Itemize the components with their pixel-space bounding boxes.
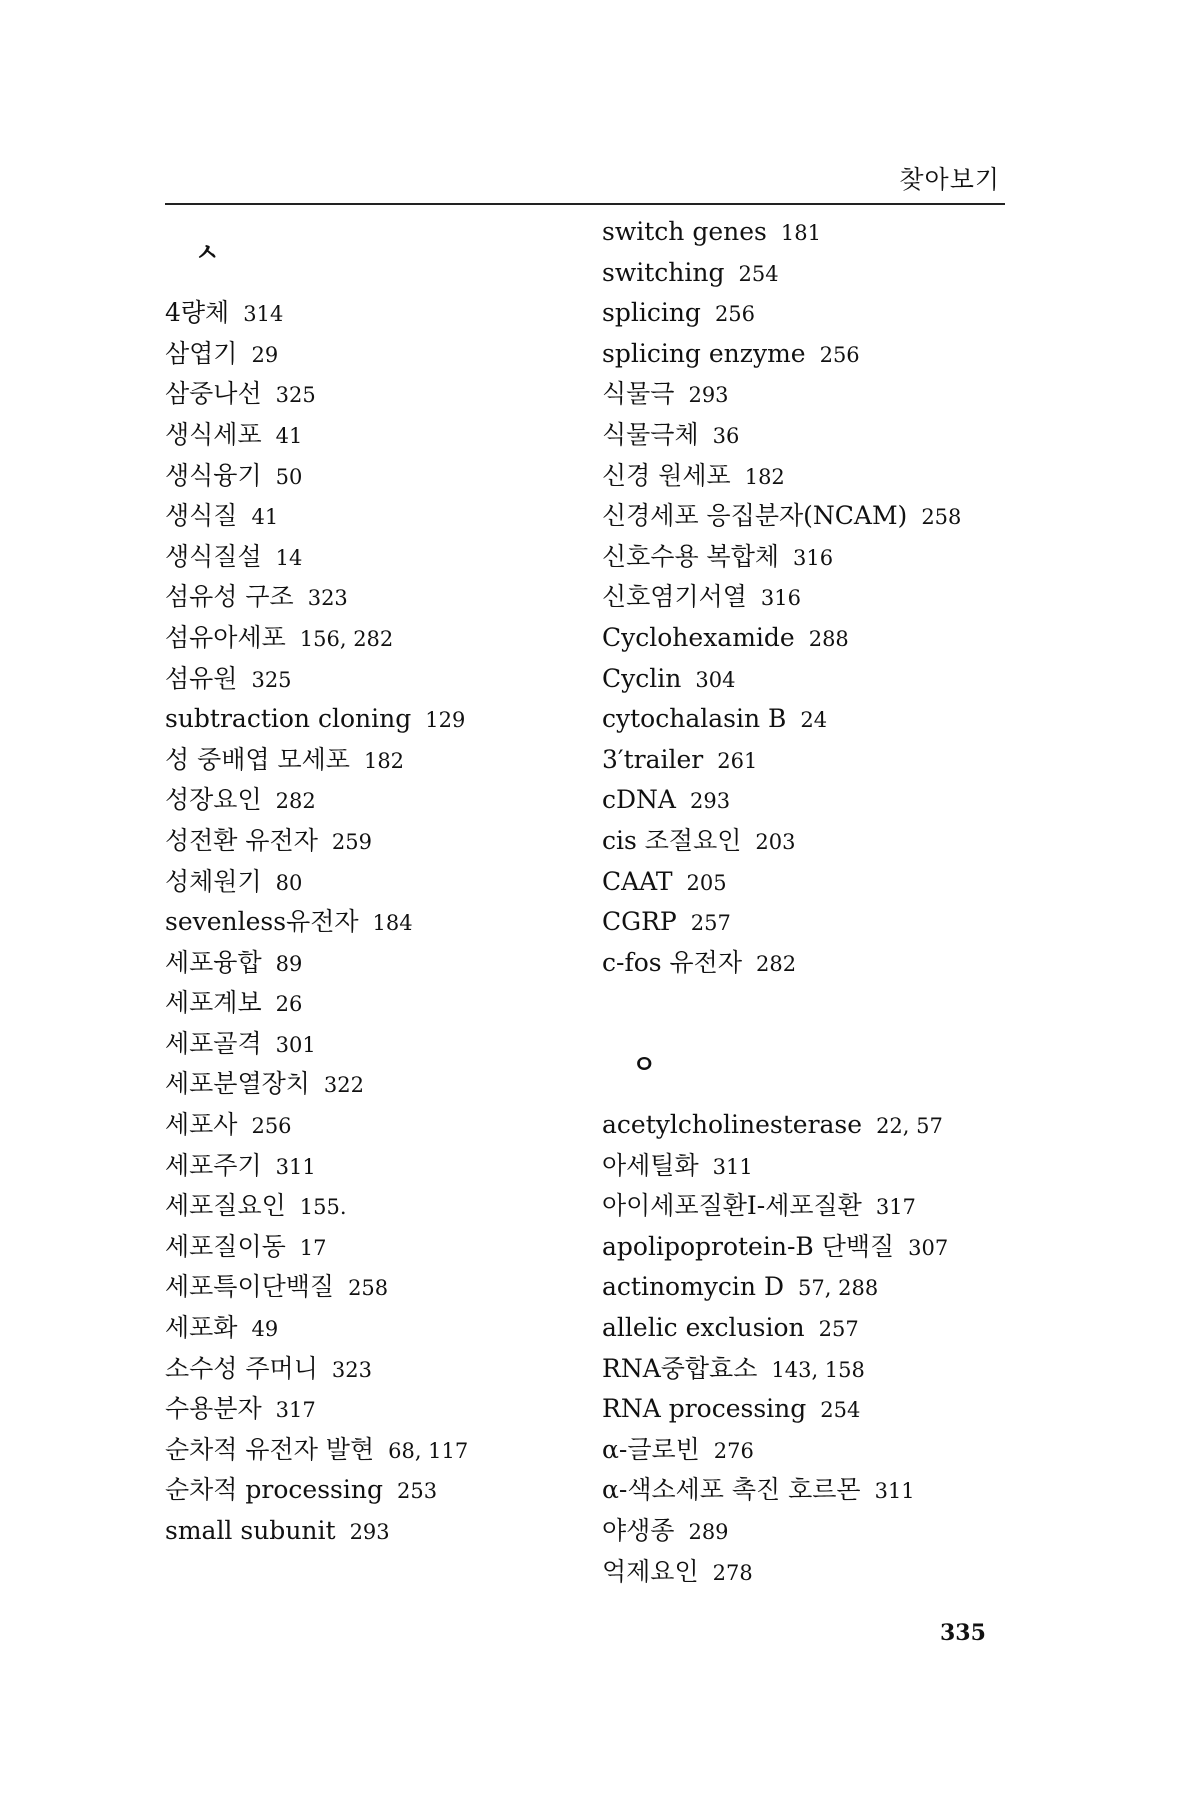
index-page-refs: 311 bbox=[275, 1154, 316, 1179]
index-page-refs: 288 bbox=[808, 626, 849, 651]
index-entry bbox=[602, 780, 1102, 821]
index-term: 수용분자 bbox=[165, 1394, 262, 1424]
index-page-refs: 317 bbox=[275, 1398, 316, 1423]
index-entry bbox=[602, 496, 1102, 537]
index-page-refs: 282 bbox=[275, 789, 316, 814]
index-term: 순차적 processing bbox=[165, 1475, 383, 1505]
index-term: splicing enzyme bbox=[602, 338, 806, 368]
index-page-refs: 57, 288 bbox=[798, 1276, 879, 1301]
index-entry bbox=[165, 699, 585, 740]
index-term: 세포계보 bbox=[165, 988, 262, 1018]
index-term: 3′trailer bbox=[602, 744, 704, 774]
index-term: switching bbox=[602, 257, 725, 287]
index-page-refs: 282 bbox=[755, 951, 797, 976]
index-page-refs: 258 bbox=[921, 505, 962, 530]
index-page-refs: 256 bbox=[819, 342, 860, 367]
index-term: 생식융기 bbox=[165, 460, 262, 490]
index-page-refs: 316 bbox=[760, 586, 801, 611]
index-page-refs: 184 bbox=[372, 911, 413, 936]
index-term: 식물극 bbox=[602, 379, 675, 409]
index-term: 성체원기 bbox=[165, 866, 262, 896]
index-term: 신호염기서열 bbox=[602, 582, 747, 612]
index-term: 세포융합 bbox=[165, 947, 262, 977]
index-page-refs: 29 bbox=[251, 342, 279, 367]
index-page-refs: 254 bbox=[820, 1398, 861, 1423]
index-page-refs: 80 bbox=[275, 870, 303, 895]
index-term: 생식세포 bbox=[165, 419, 262, 449]
index-term: 섬유아세포 bbox=[165, 622, 286, 652]
index-page-refs: 258 bbox=[348, 1276, 389, 1301]
index-page-refs: 304 bbox=[695, 667, 736, 692]
index-term: Cyclohexamide bbox=[602, 622, 795, 652]
index-term: RNA processing bbox=[602, 1394, 807, 1424]
index-entry bbox=[602, 1470, 1102, 1511]
index-entry bbox=[165, 293, 585, 334]
index-page-refs: 14 bbox=[275, 545, 303, 570]
index-page-refs: 256 bbox=[714, 302, 756, 327]
index-term: 세포화 bbox=[165, 1313, 238, 1343]
index-term: 섬유성 구조 bbox=[165, 582, 294, 612]
index-page-refs: 182 bbox=[744, 464, 785, 489]
index-term: 세포분열장치 bbox=[165, 1069, 310, 1099]
index-entry bbox=[165, 902, 585, 943]
index-entry bbox=[165, 943, 585, 984]
index-page-refs: 307 bbox=[908, 1235, 949, 1260]
index-entry bbox=[165, 1349, 585, 1390]
index-entry bbox=[165, 1389, 585, 1430]
index-term: 세포질요인 bbox=[165, 1191, 286, 1221]
index-page-refs: 278 bbox=[712, 1560, 753, 1585]
index-entry bbox=[602, 456, 1102, 497]
index-entry bbox=[165, 1024, 585, 1065]
index-entry bbox=[602, 537, 1102, 578]
index-entry bbox=[602, 1227, 1102, 1268]
index-term: 신경세포 응집분자(NCAM) bbox=[602, 501, 908, 531]
index-term: allelic exclusion bbox=[602, 1313, 805, 1343]
index-entry bbox=[602, 659, 1102, 700]
index-term: sevenless유전자 bbox=[165, 907, 359, 937]
index-term: 4량체 bbox=[165, 298, 230, 328]
index-entry bbox=[165, 1430, 585, 1471]
header-rule bbox=[165, 203, 1005, 205]
index-entry bbox=[165, 1186, 585, 1227]
running-head: 찾아보기 bbox=[899, 165, 1000, 194]
index-entry bbox=[165, 537, 585, 578]
index-term: 세포사 bbox=[165, 1110, 238, 1140]
section-letter-siot: ㅅ bbox=[195, 238, 220, 267]
index-term: small subunit bbox=[165, 1516, 336, 1545]
index-entry bbox=[602, 1267, 1102, 1308]
right-column bbox=[602, 212, 1102, 1592]
index-page-refs: 323 bbox=[331, 1357, 372, 1382]
index-term: 순차적 유전자 발현 bbox=[165, 1434, 375, 1464]
index-entry bbox=[602, 415, 1102, 456]
index-term: RNA중합효소 bbox=[602, 1353, 758, 1383]
index-entry bbox=[602, 1511, 1102, 1552]
index-page-refs: 256 bbox=[251, 1114, 292, 1139]
index-entry bbox=[165, 496, 585, 537]
index-page-refs: 289 bbox=[688, 1520, 729, 1544]
index-page-refs: 143, 158 bbox=[771, 1357, 865, 1382]
index-term: 삼중나선 bbox=[165, 379, 262, 409]
index-entry bbox=[602, 902, 1102, 943]
index-page-refs: 24 bbox=[800, 708, 828, 733]
index-page-refs: 259 bbox=[331, 829, 372, 854]
index-page-refs: 68, 117 bbox=[388, 1438, 469, 1463]
index-entry bbox=[602, 577, 1102, 618]
index-term: splicing bbox=[602, 298, 701, 328]
index-term: cDNA bbox=[602, 785, 676, 815]
index-entry bbox=[165, 740, 585, 781]
index-term: α-글로빈 bbox=[602, 1434, 700, 1464]
index-page-refs: 301 bbox=[275, 1032, 316, 1057]
index-page-refs: 276 bbox=[713, 1438, 754, 1463]
index-page-refs: 129 bbox=[425, 708, 466, 733]
index-term: cytochalasin B bbox=[602, 704, 787, 734]
index-entry bbox=[165, 415, 585, 456]
index-page-refs: 257 bbox=[818, 1317, 859, 1342]
index-page-refs: 26 bbox=[275, 992, 303, 1017]
index-entry bbox=[165, 1146, 585, 1187]
index-entry bbox=[602, 1389, 1102, 1430]
index-entry bbox=[165, 1227, 585, 1268]
index-term: Cyclin bbox=[602, 663, 682, 693]
index-page-refs: 155. bbox=[299, 1195, 347, 1220]
index-entry bbox=[602, 1186, 1102, 1227]
index-page-refs: 311 bbox=[712, 1154, 753, 1179]
index-page-refs: 41 bbox=[275, 423, 303, 448]
index-entry bbox=[165, 1511, 585, 1552]
index-entry bbox=[165, 659, 585, 700]
index-page-refs: 22, 57 bbox=[876, 1114, 943, 1139]
index-term: 세포골격 bbox=[165, 1028, 262, 1058]
index-page-refs: 156, 282 bbox=[299, 626, 394, 651]
index-page-refs: 322 bbox=[323, 1073, 364, 1098]
index-term: 신경 원세포 bbox=[602, 460, 731, 490]
index-entry bbox=[165, 456, 585, 497]
index-entry bbox=[602, 943, 1102, 984]
index-term: 세포주기 bbox=[165, 1150, 262, 1180]
index-page-refs: 325 bbox=[251, 667, 292, 692]
index-page-refs: 182 bbox=[363, 748, 405, 773]
index-term: 성전환 유전자 bbox=[165, 825, 318, 855]
index-page-refs: 293 bbox=[688, 383, 729, 408]
index-term: 아이세포질환I-세포질환 bbox=[602, 1191, 862, 1221]
index-page-refs: 325 bbox=[275, 383, 316, 408]
index-page-refs: 253 bbox=[396, 1479, 438, 1504]
index-entry bbox=[165, 374, 585, 415]
index-entry bbox=[165, 862, 585, 903]
index-term: 성장요인 bbox=[165, 785, 262, 815]
index-page-refs: 257 bbox=[690, 911, 731, 936]
index-term: 식물극체 bbox=[602, 419, 699, 449]
index-entry bbox=[165, 780, 585, 821]
index-term: cis 조절요인 bbox=[602, 825, 742, 855]
left-column bbox=[165, 212, 585, 1552]
index-term: 세포특이단백질 bbox=[165, 1272, 335, 1302]
index-page-refs: 323 bbox=[307, 586, 348, 611]
index-entry bbox=[165, 821, 585, 862]
index-page-refs: 316 bbox=[793, 545, 834, 570]
index-page-refs: 254 bbox=[738, 261, 779, 286]
index-page-refs: 203 bbox=[755, 829, 796, 854]
index-entry bbox=[165, 1267, 585, 1308]
index-entry bbox=[602, 1552, 1102, 1593]
index-term: 성 중배엽 모세포 bbox=[165, 744, 350, 774]
index-entry bbox=[165, 618, 585, 659]
index-term: 억제요인 bbox=[602, 1556, 699, 1586]
index-entry bbox=[165, 1105, 585, 1146]
index-page-refs: 50 bbox=[275, 464, 303, 489]
index-term: acetylcholinesterase bbox=[602, 1110, 863, 1140]
index-page-refs: 314 bbox=[243, 302, 284, 327]
index-entry bbox=[602, 293, 1102, 334]
index-term: 섬유원 bbox=[165, 663, 238, 693]
index-page-refs: 317 bbox=[875, 1195, 916, 1220]
index-term: 삼엽기 bbox=[165, 338, 238, 368]
index-entry bbox=[602, 1308, 1102, 1349]
index-page-refs: 49 bbox=[251, 1317, 279, 1342]
index-term: CGRP bbox=[602, 907, 677, 937]
index-entry bbox=[602, 334, 1102, 375]
index-entry bbox=[602, 1349, 1102, 1390]
index-entry bbox=[602, 821, 1102, 862]
index-page-refs: 311 bbox=[874, 1479, 915, 1504]
section-spacer bbox=[602, 983, 1102, 1024]
index-term: 생식질 bbox=[165, 501, 238, 531]
index-entry bbox=[602, 253, 1102, 294]
index-entry bbox=[602, 862, 1102, 903]
index-entry bbox=[165, 983, 585, 1024]
index-entry bbox=[165, 1470, 585, 1511]
index-term: apolipoprotein-B 단백질 bbox=[602, 1231, 895, 1261]
index-entry bbox=[602, 1105, 1102, 1146]
index-term: subtraction cloning bbox=[165, 704, 412, 734]
index-term: 야생종 bbox=[602, 1516, 675, 1545]
index-term: 생식질설 bbox=[165, 541, 262, 571]
index-term: CAAT bbox=[602, 866, 673, 896]
index-page-refs: 293 bbox=[689, 789, 731, 814]
right-entry-list-top bbox=[602, 212, 1102, 983]
index-entry bbox=[165, 334, 585, 375]
index-term: α-색소세포 촉진 호르몬 bbox=[602, 1475, 861, 1505]
index-term: 아세틸화 bbox=[602, 1150, 699, 1180]
index-page-refs: 181 bbox=[780, 221, 821, 245]
index-term: 소수성 주머니 bbox=[165, 1353, 318, 1383]
index-page-refs: 261 bbox=[717, 748, 758, 773]
index-page-refs: 36 bbox=[712, 423, 740, 448]
index-entry bbox=[602, 618, 1102, 659]
index-entry bbox=[602, 374, 1102, 415]
index-entry bbox=[165, 577, 585, 618]
index-entry bbox=[602, 1430, 1102, 1471]
index-page-refs: 293 bbox=[349, 1520, 390, 1544]
index-entry bbox=[602, 1146, 1102, 1187]
index-term: 세포질이동 bbox=[165, 1231, 286, 1261]
index-term: c-fos 유전자 bbox=[602, 947, 742, 977]
index-entry bbox=[602, 699, 1102, 740]
index-page-refs: 41 bbox=[251, 505, 279, 530]
index-entry bbox=[165, 1308, 585, 1349]
index-entry bbox=[602, 740, 1102, 781]
index-term: switch genes bbox=[602, 217, 767, 246]
index-page-refs: 89 bbox=[275, 951, 303, 976]
index-page-refs: 17 bbox=[299, 1235, 327, 1260]
index-page-refs: 205 bbox=[686, 870, 727, 895]
section-letter-ieung: ㅇ bbox=[632, 1049, 657, 1079]
left-entry-list bbox=[165, 293, 585, 1551]
index-term: 신호수용 복합체 bbox=[602, 541, 779, 571]
page-number: 335 bbox=[940, 1620, 986, 1646]
index-entry bbox=[165, 1064, 585, 1105]
index-term: actinomycin D bbox=[602, 1272, 785, 1302]
right-entry-list-bottom bbox=[602, 1105, 1102, 1592]
index-entry bbox=[602, 212, 1102, 253]
